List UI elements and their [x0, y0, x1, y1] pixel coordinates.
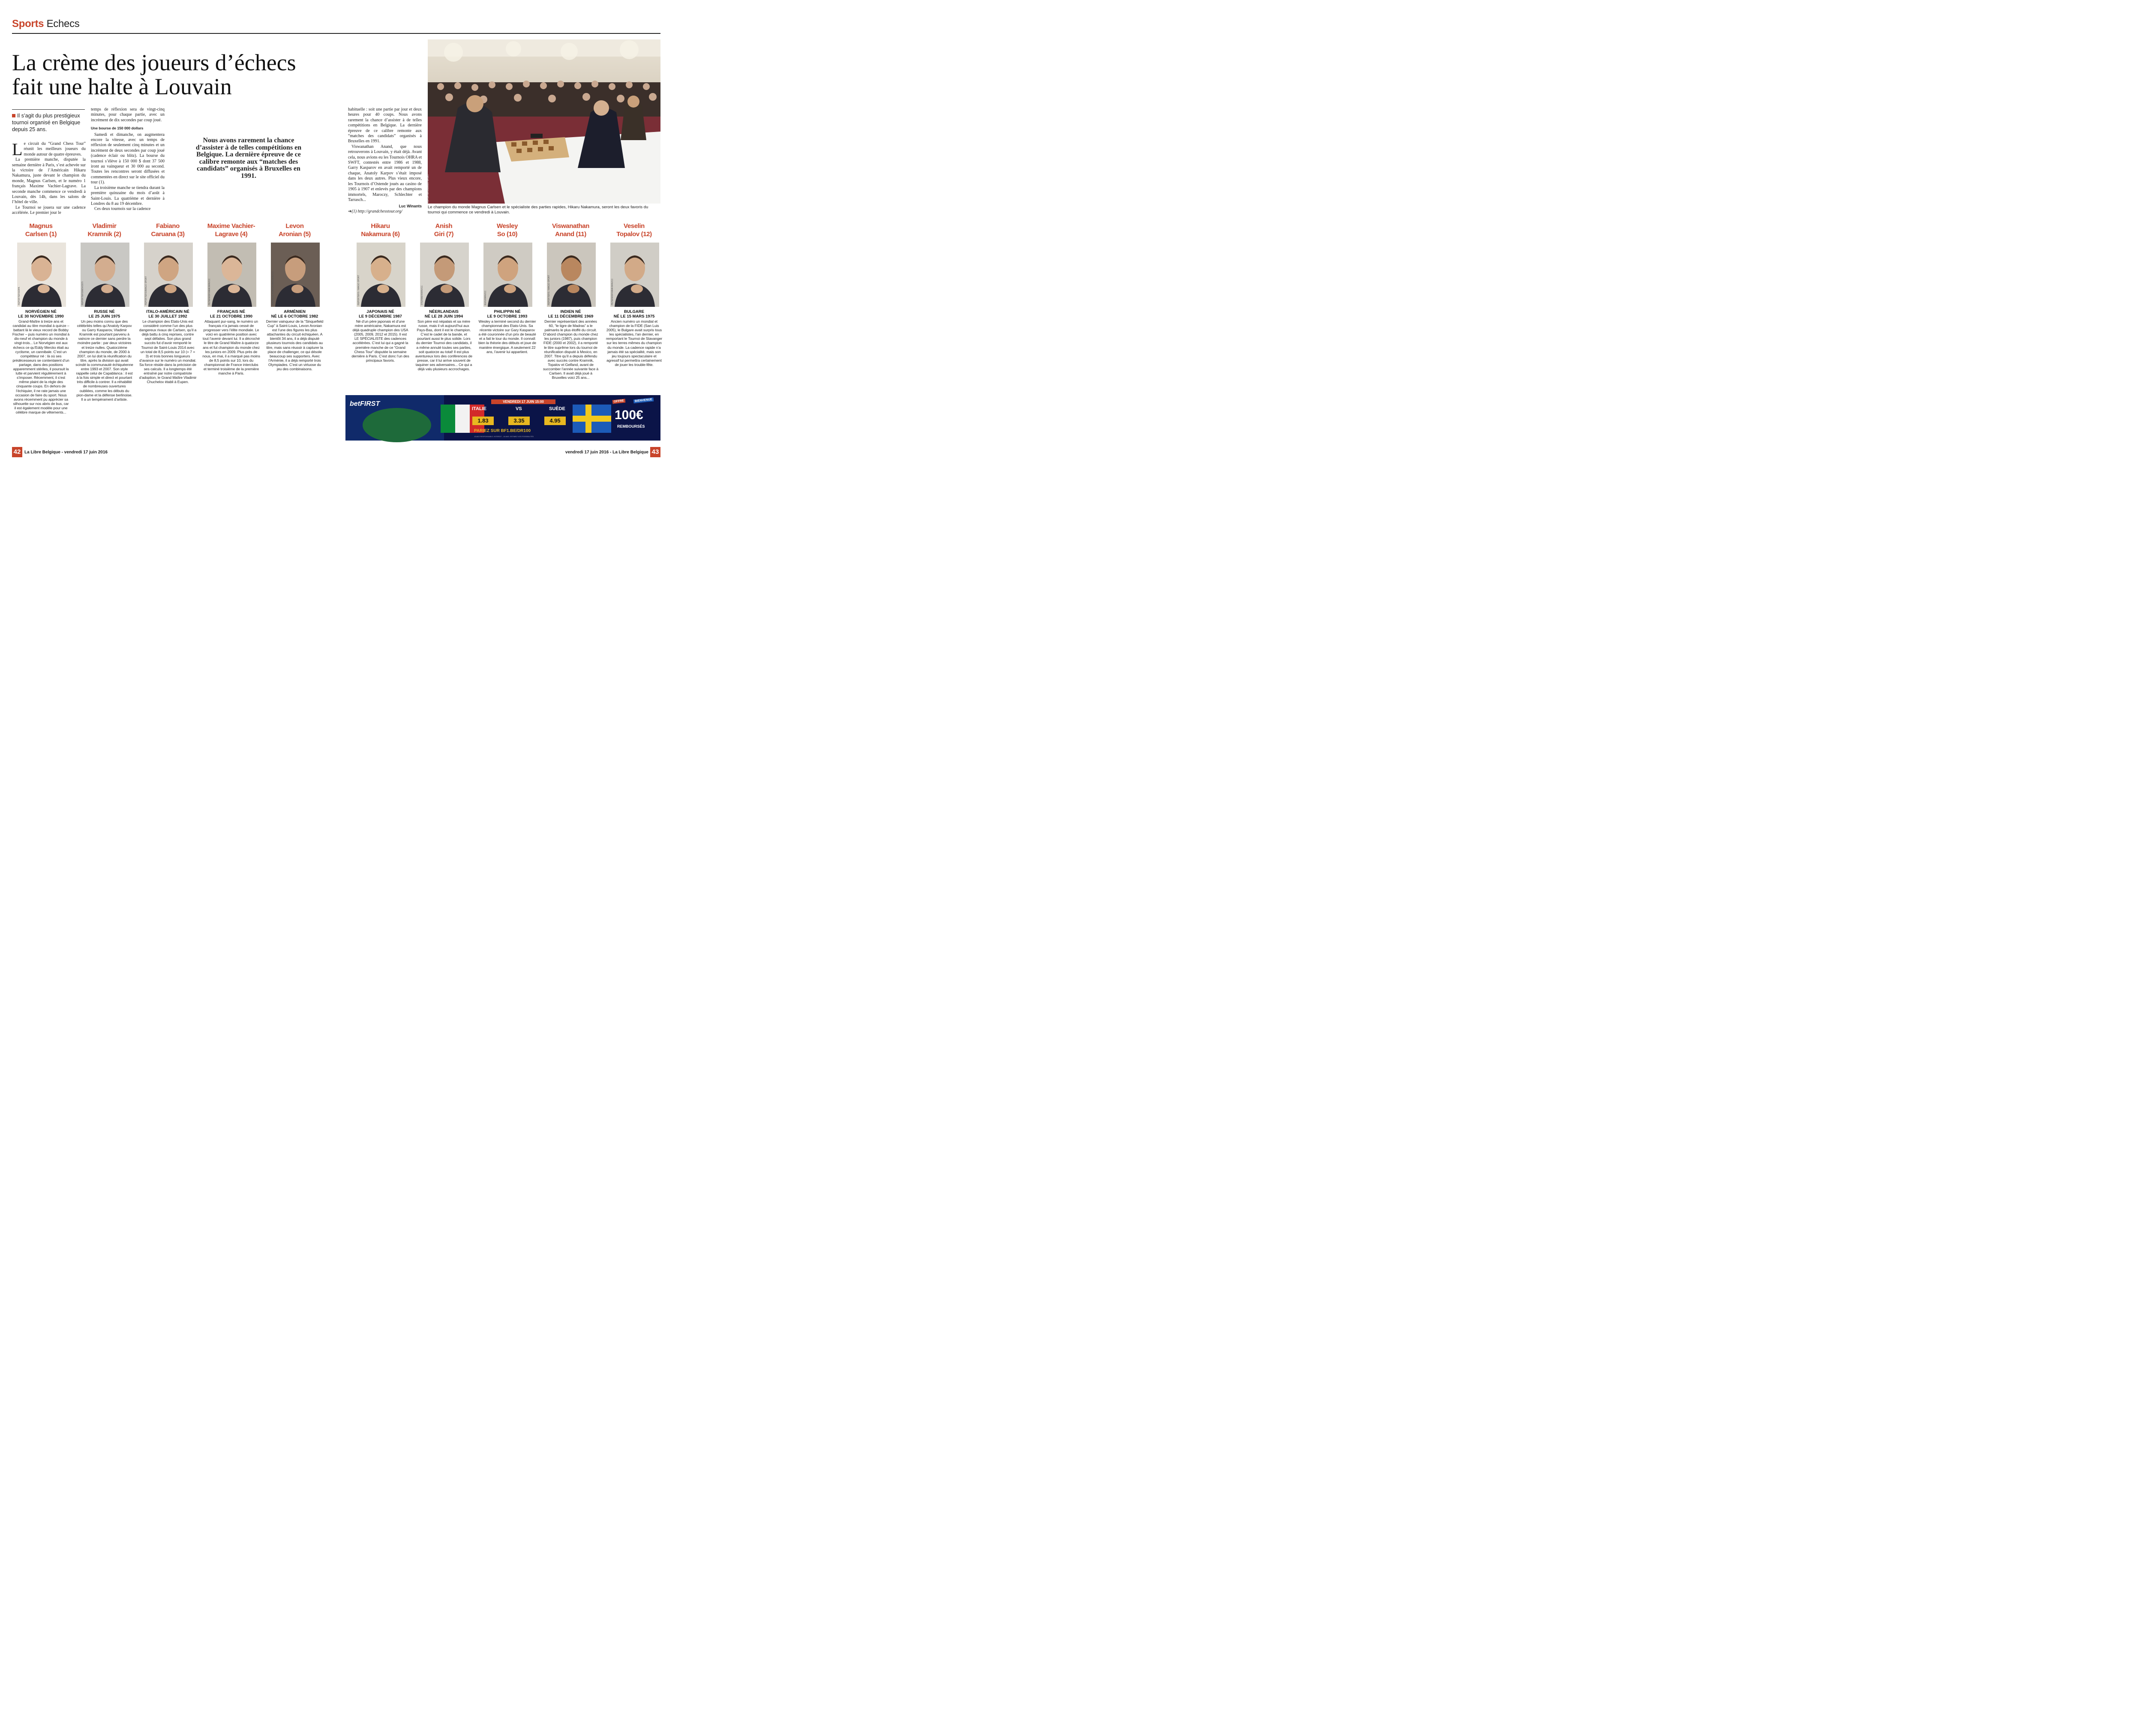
header-rule: [12, 33, 660, 34]
player-name-line-1: Maxime Vachier-: [207, 222, 255, 230]
portrait-credit: REPORTERS / IMAGO SPORT: [357, 275, 360, 305]
section-header: [12, 18, 80, 30]
player-name-line-1: Fabiano: [156, 222, 180, 230]
player-name-line-1: Veselin: [624, 222, 645, 230]
portrait-illustration: [271, 243, 320, 307]
player-name: [351, 222, 409, 241]
article-paragraph: e circuit du “Grand Chess Tour” réunit les meilleurs joueurs du monde autour de quatre épreuves.: [24, 141, 86, 157]
ad-odd-2[interactable]: 4.95: [544, 417, 566, 425]
portrait-credit: PETERMSFRANK/WIKI/CC: [611, 279, 614, 305]
player-nationality-line-1: RUSSE NÉ: [94, 309, 115, 314]
player-nationality-line-1: FRANÇAIS NÉ: [217, 309, 245, 314]
player-nationality-line-1: ARMÉNIEN: [284, 309, 306, 314]
headline-line-2: fait une halte à Louvain: [12, 74, 232, 99]
player-nationality-line-2: LE 30 JUILLET 1992: [148, 314, 187, 319]
player-bio: Le champion des Etats-Unis est considéré comme l’un des plus dangereux rivaux de Carlsen, qu’il a déjà battu à cinq reprises, contre sept défaites. Son plus grand succès fut d’avoir remporté le Tournoi de Saint-Louis 2014 avec un total de 8,5 points sur 10 (+ 7 = 3) et trois bonnes longueurs d’avance sur le numéro un mondial. Sa force réside dans la précision de ses calculs. Il a longtemps été entraîné par notre compatriote d’adoption, le Grand Maître Vladimir Chuchelov établi à Eupen.: [139, 319, 197, 384]
player-name-line-1: Hikaru: [371, 222, 390, 230]
ad-odd-x[interactable]: 3.35: [508, 417, 530, 425]
player-nationality-line-2: NÉ LE 6 OCTOBRE 1982: [271, 314, 318, 319]
player-nationality-line-2: LE 11 DÉCEMBRE 1969: [548, 314, 594, 319]
subheading: Une bourse de 150 000 dollars: [91, 126, 144, 131]
player-nationality-line-2: LE 9 OCTOBRE 1993: [487, 314, 528, 319]
article-paragraph: Viswanathan Anand, que nous retrouverons à Louvain, y était déjà. Avant cela, nous avions eu les Tournois OHRA et SWFT, contestés entre 1986 et 1988, Garry Kasparov en avait remporté un de chaque, Anatoly Karpov s’était imposé dans les deux autres. Plus vieux encore, les Tournois d’Ostende joués au casino de 1905 à 1907 et enlevés par des champions immortels, Maroczy, Schlechter et Tarrasch...: [348, 144, 422, 202]
ad-odd-1[interactable]: 1.83: [472, 417, 494, 425]
portrait-illustration: [547, 243, 596, 307]
player-name-line-2: Carlsen (1): [25, 231, 57, 238]
player-name-line-2: So (10): [497, 231, 518, 238]
portrait-credit: PETERMSFRANK/WIKI/CC: [208, 279, 211, 305]
player-name-line-2: Caruana (3): [151, 231, 185, 238]
portrait-illustration: [483, 243, 532, 307]
player-nationality-line-2: LE 21 OCTOBRE 1990: [210, 314, 253, 319]
player-name-line-1: Vladimir: [92, 222, 117, 230]
player-name-line-2: Anand (11): [555, 231, 586, 238]
player-nationality-line-2: LE 25 JUIN 1975: [88, 314, 120, 319]
player-name: [12, 222, 70, 241]
portrait-credit: REPORTERS/NOVOSTI: [81, 282, 84, 305]
player-nationality: [12, 310, 70, 319]
player-name-line-2: Lagrave (4): [215, 231, 248, 238]
player-name-line-1: Anish: [435, 222, 453, 230]
player-name-line-1: Viswanathan: [552, 222, 590, 230]
player-name-line-2: Aronian (5): [279, 231, 311, 238]
player-name: [202, 222, 260, 241]
player-portrait: [81, 243, 129, 307]
player-profile: [542, 222, 600, 380]
player-bio: Dernier représentant des années 60, “le tigre de Madras” a le palmarès le plus étoffé du circuit. D’abord champion du monde chez les juniors (1987), puis champion FIDE (2000 et 2002), il a remporté le titre suprême lors du tournoi de réunification disputé à Mexico, en 2007. Titre qu’il a depuis défendu avec succès contre Kramnik, Topalov et Gelfand, avant de succomber l’année suivante face à Carlsen. Il avait déjà joué à Bruxelles voici 25 ans...: [543, 319, 599, 380]
player-nationality-line-1: ITALO-AMÉRICAIN NÉ: [146, 309, 189, 314]
player-nationality: [478, 310, 536, 319]
player-profile: [202, 222, 260, 376]
player-name: [266, 222, 324, 241]
player-nationality: [542, 310, 600, 319]
photo-credit: REPORTERS/IMAGO SPORT: [427, 174, 429, 203]
player-portrait: [17, 243, 66, 307]
player-profile: [415, 222, 473, 372]
player-nationality-line-1: PHILIPPIN NÉ: [494, 309, 521, 314]
main-photo: [428, 39, 660, 204]
player-profile: [605, 222, 663, 367]
player-profile: [351, 222, 409, 363]
player-portrait: [547, 243, 596, 307]
player-nationality-line-1: NÉERLANDAIS: [429, 309, 459, 314]
portrait-credit: REPORTERS/IMAGO SPORT: [145, 276, 147, 305]
player-profile: [266, 222, 324, 372]
portrait-illustration: [357, 243, 405, 307]
article-paragraph: Samedi et dimanche, on augmentera encore la vitesse, avec un temps de réflexion de seulement cinq minutes et un incrément de deux secondes par coup joué (cadence éclair ou blitz). La bourse du tournoi s’élève à 150 000 $ dont 37 500 iront au vainqueur et 30 000 au second. Toutes les rencontres seront diffusées et commentées en direct sur le site officiel du tour (1).: [91, 132, 165, 185]
arrow-icon: ➔: [348, 209, 352, 214]
player-profile: [75, 222, 133, 402]
player-name-line-1: Wesley: [496, 222, 518, 230]
section-name: Sports: [12, 18, 44, 30]
player-nationality: [75, 310, 133, 319]
reference-text: (1) http://grandchesstour.org/: [351, 209, 402, 214]
portrait-credit: ELKU/WIKI/CC: [484, 291, 487, 305]
player-nationality-line-1: INDIEN NÉ: [560, 309, 581, 314]
player-name: [542, 222, 600, 241]
player-nationality: [605, 310, 663, 319]
portrait-illustration: [610, 243, 659, 307]
headline: [12, 51, 338, 99]
ad-disclaimer: JOUEZ RESPONSABLE. INTERDIT - 18 ANS. ESTIMEZ VOS POSSIBILITÉS: [474, 435, 534, 438]
player-bio: Grand-Maître à treize ans et candidat au titre mondial à quinze – battant là le vieux record de Bobby Fischer – puis numéro un mondial à dix-neuf et champion du monde à vingt-trois... Le Norvégien est aux échecs ce qu’Eddy Merckx était au cyclisme, un cannibale. C’est un compétiteur né : là où ses prédécesseurs se contentaient d’un partage, dans des positions apparemment stériles, il poursuit la lutte et parvient régulièrement à s’imposer. Récemment, il s’est même plaint de la règle des cinquante coups. En dehors de l’échiquier, il ne rate jamais une occasion de faire du sport. Nous avons récemment pu apprécier sa silhouette sur nos abris de bus, car il est également modèle pour une célèbre marque de vêtements...: [12, 319, 70, 414]
player-nationality-line-2: NÉ LE 28 JUIN 1994: [424, 314, 463, 319]
player-profile: [12, 222, 70, 414]
player-bio: Son père est népalais et sa mère russe, mais il vit aujourd’hui aux Pays-Bas, dont il est le champion. C’est le cadet de la bande, et pourtant aussi le plus solide. Lors du dernier Tournoi des candidats, il a même annulé toutes ses parties, soit quatorze au total! Il est plus aventureux lors des conférences de presse, car il lui arrive souvent de taquiner ses adversaires... Ce qui a déjà valu plusieurs accrochages.: [415, 319, 472, 372]
footer-left: La Libre Belgique - vendredi 17 juin 2016: [24, 450, 108, 455]
player-nationality: [415, 310, 473, 319]
player-nationality-line-2: LE 9 DÉCEMBRE 1987: [359, 314, 402, 319]
drop-cap: L: [12, 140, 23, 159]
player-name-line-2: Nakamura (6): [361, 231, 400, 238]
player-nationality-line-1: NORVÉGIEN NÉ: [25, 309, 57, 314]
player-bio: Ancien numéro un mondial et champion de la FIDE (San Luis 2005), le Bulgare avait surpris tous les spécialistes, l’an dernier, en remportant le Tournoi de Stavanger sur les terres mêmes du champion du monde. La cadence rapide n’a jamais été sa spécialité, mais son jeu toujours spectaculaire et agressif lui permettra certainement de jouer les trouble-fête.: [606, 319, 663, 367]
article-paragraph: habituelle : soit une partie par jour et deux heures pour 40 coups. Nous avons rarement la chance d’assister à de telles compétitions en Belgique. La dernière épreuve de ce calibre remonte aux “matches des candidats” organisés à Bruxelles en 1991.: [348, 107, 422, 144]
player-nationality-line-2: LE 30 NOVEMBRE 1990: [18, 314, 64, 319]
article-paragraph: temps de réflexion sera de vingt-cinq minutes, pour chaque partie, avec un incrément de dix secondes par coup joué.: [91, 107, 165, 123]
footer-right: vendredi 17 juin 2016 - La Libre Belgique: [565, 450, 648, 455]
player-profile: [139, 222, 197, 384]
ad-badge-offer: OFFRE: [612, 399, 626, 404]
player-nationality-line-2: NÉ LE 15 MARS 1975: [613, 314, 655, 319]
ad-badge-welcome: BIENVENUE: [633, 398, 654, 404]
portrait-illustration: [207, 243, 256, 307]
ad-bonus-sub: REMBOURSÉS: [617, 424, 645, 429]
player-portrait: [483, 243, 532, 307]
player-name: [478, 222, 536, 241]
ad-date: VENDREDI 17 JUIN 15:00: [491, 399, 555, 404]
bullet-icon: [12, 114, 15, 117]
reference-link[interactable]: [348, 209, 402, 214]
player-name-line-1: Magnus: [29, 222, 53, 230]
page-number-left: 42: [12, 447, 22, 457]
portrait-credit: REPORTERS / IMAGO SPORT: [548, 275, 550, 305]
player-nationality-line-1: JAPONAIS NÉ: [366, 309, 394, 314]
ad-cta[interactable]: PARIEZ SUR BF1.BE/DR100: [474, 429, 531, 433]
player-name: [415, 222, 473, 241]
portrait-illustration: [17, 243, 66, 307]
article-column-1: [12, 141, 86, 216]
portrait-illustration: [420, 243, 469, 307]
player-bio: Wesley a terminé second du dernier championnat des Etats-Unis. Sa récente victoire sur Gary Kasparov a été couronnée d’un prix de beauté et a fait le tour du monde. Il connaît bien la théorie des débuts et joue de manière énergique. A seulement 22 ans, l’avenir lui appartient.: [478, 319, 536, 354]
intro-text: Il s’agit du plus prestigieux tournoi organisé en Belgique depuis 25 ans.: [12, 113, 81, 132]
player-profile: [478, 222, 536, 354]
subsection-name: Echecs: [46, 18, 80, 30]
player-name: [139, 222, 197, 241]
player-nationality: [351, 310, 409, 319]
player-nationality-line-1: BULGARE: [624, 309, 644, 314]
player-portrait: [610, 243, 659, 307]
advertisement-banner[interactable]: [345, 395, 660, 441]
player-portrait: [144, 243, 193, 307]
photo-caption: Le champion du monde Magnus Carlsen et le spécialiste des parties rapides, Hikaru Nakamura, seront les deux favoris du tournoi qui commence ce vendredi à Louvain.: [428, 205, 648, 215]
player-name: [75, 222, 133, 241]
ad-brand: betFIRST: [350, 400, 380, 408]
tournament-photo-illustration: [428, 39, 660, 204]
intro-summary: [12, 109, 85, 133]
player-name-line-1: Levon: [285, 222, 304, 230]
portrait-illustration: [144, 243, 193, 307]
player-name-line-2: Kramnik (2): [87, 231, 121, 238]
headline-line-1: La crème des joueurs d’échecs: [12, 50, 296, 75]
article-column-3: [348, 107, 422, 209]
portrait-illustration: [81, 243, 129, 307]
player-name-line-2: Topalov (12): [616, 231, 652, 238]
player-nationality: [202, 310, 260, 319]
article-paragraph: La troisième manche se tiendra durant la première quinzaine du mois d’août à Saint-Louis. La quatrième et dernière à Londres du 8 au 19 décembre.: [91, 185, 165, 206]
player-name-line-2: Giri (7): [434, 231, 454, 238]
ad-vs: VS: [516, 406, 522, 411]
portrait-credit: REPORTERS/DPA: [18, 287, 21, 305]
player-portrait: [207, 243, 256, 307]
article-column-2: [91, 107, 165, 212]
player-portrait: [357, 243, 405, 307]
ad-team2: SUÈDE: [549, 406, 565, 411]
player-nationality: [139, 310, 197, 319]
pull-quote: Nous avons rarement la chance d’assister à de telles compétitions en Belgique. La dernière épreuve de ce calibre remonte aux “matches des candidats” organisés à Bruxelles en 1991.: [195, 137, 302, 180]
portrait-credit: ANDREAS KONTOKANIS/WIKI/CC: [272, 271, 274, 305]
player-portrait: [420, 243, 469, 307]
portrait-credit: STEFAN64/WIKI/CC: [421, 285, 423, 305]
author-signature: Luc Winants: [399, 204, 422, 209]
ad-team1: ITALIE: [472, 406, 487, 411]
article-paragraph: La première manche, disputée la semaine dernière à Paris, s’est achevée sur la victoire de l’Américain Hikaru Nakamura, juste devant le champion du monde, Magnus Carlsen, et le numéro 1 français Maxime Vachier-Lagrave. La seconde manche commence ce vendredi à Louvain, dès 14h, dans les salons de l’hôtel de ville.: [12, 157, 86, 205]
player-name: [605, 222, 663, 241]
player-nationality: [266, 310, 324, 319]
article-paragraph: Ces deux tournois sur la cadence: [94, 207, 151, 212]
player-portrait: [271, 243, 320, 307]
player-bio: Né d’un père japonais et d’une mère américaine, Nakamura est déjà quadruple champion des USA (2005, 2009, 2012 et 2015). Il est LE SPÉCIALISTE des cadences accélérées. C’est lui qui a gagné la première manche de ce “Grand Chess Tour” disputée la semaine dernière à Paris. C’est donc l’un des principaux favoris.: [351, 319, 409, 363]
player-bio: Un peu moins connu que des célébrités telles qu’Anatoly Karpov ou Garry Kasparov, Vladimir Kramnik est pourtant parvenu à vaincre ce dernier sans perdre la moindre partie : par deux victoires et treize nulles. Quatorzième champion du monde, de 2000 à 2007, on lui doit la réunification du titre, après la division qui avait scindé la communauté échiquéenne entre 1993 et 2007. Son style rappelle celui de Capablanca : il est à la fois simple et direct et pourtant très difficile à contrer. Il a réhabilité de nombreuses ouvertures oubliées, comme les débuts du pion-dame et la défense berlinoise. Il a un tempérament d’artiste.: [75, 319, 133, 402]
ad-bonus: 100€: [615, 408, 643, 422]
player-bio: Dernier vainqueur de la “Sinquefield Cup” à Saint-Louis, Levon Aronian est l’une des figures les plus attachantes du circuit échiquéen. A bientôt 34 ans, il a déjà disputé plusieurs tournois des candidats au titre, mais sans réussir à capturer la place de challenger, ce qui désole beaucoup ses supporters. Avec l’Arménie, il a déjà remporté trois Olympiades. C’est un virtuose du jeu des combinaisons.: [266, 319, 324, 372]
player-bio: Attaquant pur-sang, le numéro un français n’a jamais cessé de progresser vers l’élite mondiale. Le voici en quatrième position avec tout l’avenir devant lui. Il a décroché le titre de Grand Maître à quatorze ans et fut champion du monde chez les juniors en 2009. Plus près de nous, en mai, il a marqué pas moins de 8,5 points sur 10, lors du championnat de France interclubs et terminé troisième de la première manche à Paris.: [202, 319, 260, 376]
article-paragraph: Le Tournoi se jouera sur une cadence accélérée. Le premier jour le: [12, 205, 86, 216]
page-number-right: 43: [650, 447, 660, 457]
